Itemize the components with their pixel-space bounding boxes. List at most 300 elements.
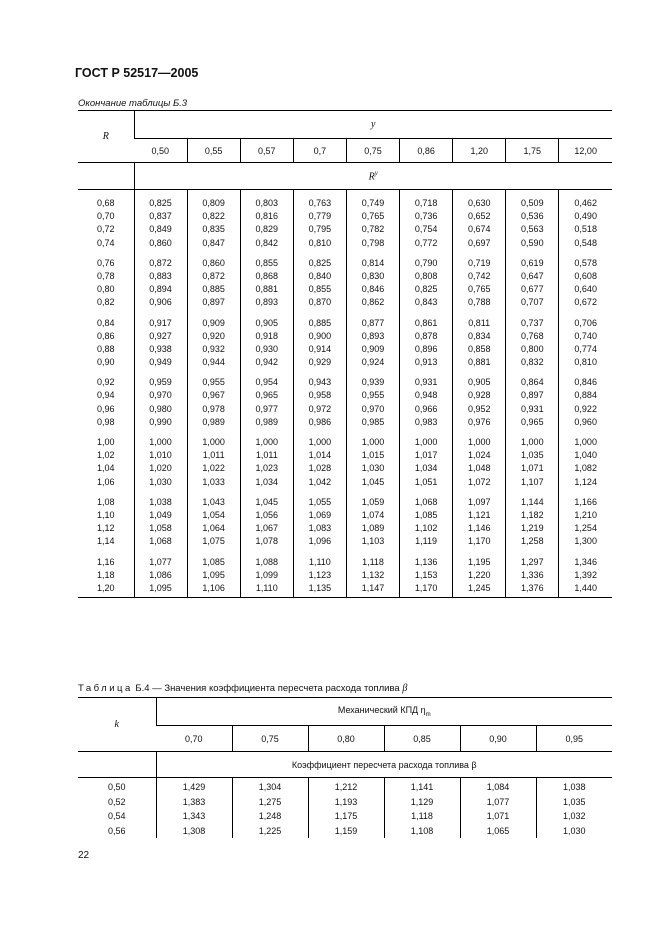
table-cell: 0,862 bbox=[361, 297, 385, 308]
table-cell: 0,768 bbox=[521, 330, 544, 341]
row-label: 0,68 bbox=[96, 198, 115, 208]
row-label: 0,74 bbox=[96, 237, 115, 248]
table-cell: 1,245 bbox=[467, 582, 491, 593]
row-label: 0,78 bbox=[96, 270, 115, 281]
table-cell: 1,034 bbox=[255, 476, 279, 487]
table-cell: 1,119 bbox=[415, 536, 438, 547]
table-cell: 0,630 bbox=[467, 198, 491, 208]
table-cell: 1,182 bbox=[521, 509, 544, 520]
table-cell: 0,967 bbox=[202, 390, 225, 401]
table-cell: 0,868 bbox=[255, 270, 279, 281]
table-cell: 0,990 bbox=[149, 416, 172, 427]
table-cell: 1,212 bbox=[334, 782, 358, 792]
table-cell: 1,210 bbox=[574, 509, 597, 520]
table-cell: 1,096 bbox=[308, 536, 332, 547]
table-cell: 1,124 bbox=[574, 476, 597, 487]
table-cell: 0,884 bbox=[574, 390, 597, 401]
table2-col-header: 0,85 bbox=[384, 726, 460, 752]
row-label: 1,00 bbox=[96, 437, 115, 447]
table-cell: 1,147 bbox=[361, 582, 385, 593]
table-cell: 0,816 bbox=[255, 211, 279, 222]
table-cell: 0,825 bbox=[414, 284, 438, 295]
table-cell: 1,170 bbox=[467, 536, 491, 547]
table-cell: 0,976 bbox=[467, 416, 491, 427]
table-cell: 0,905 bbox=[255, 317, 279, 328]
table-cell: 0,822 bbox=[202, 211, 225, 222]
table-cell: 1,014 bbox=[308, 450, 332, 461]
table-cell: 1,193 bbox=[334, 796, 358, 807]
table-cell: 0,706 bbox=[574, 317, 597, 328]
table-cell: 1,084 bbox=[486, 782, 510, 792]
table-cell: 1,000 bbox=[149, 437, 172, 447]
table1-col-header: 1,75 bbox=[506, 139, 559, 163]
table-cell: 0,943 bbox=[308, 377, 332, 388]
table-cell: 0,905 bbox=[467, 377, 491, 388]
table-cell: 0,955 bbox=[361, 390, 385, 401]
table-cell: 0,966 bbox=[414, 403, 438, 414]
table-cell: 0,970 bbox=[149, 390, 172, 401]
row-label: 1,10 bbox=[96, 509, 115, 520]
row-label: 0,82 bbox=[96, 297, 115, 308]
table-cell: 1,195 bbox=[467, 556, 491, 567]
row-label: 1,16 bbox=[96, 556, 115, 567]
table-cell: 1,030 bbox=[149, 476, 172, 487]
row-label: 1,02 bbox=[96, 450, 115, 461]
table-cell: 1,069 bbox=[308, 509, 332, 520]
table-cell: 0,913 bbox=[414, 357, 438, 368]
table-row-group bbox=[78, 257, 612, 310]
table-cell: 1,095 bbox=[149, 582, 172, 593]
table-cell: 0,909 bbox=[202, 317, 225, 328]
row-label: 0,54 bbox=[107, 811, 126, 821]
table-cell: 0,718 bbox=[414, 198, 438, 208]
table2-row-header: k bbox=[78, 698, 156, 752]
table-cell: 1,030 bbox=[361, 463, 385, 474]
table-cell: 1,110 bbox=[255, 582, 278, 593]
table-cell: 0,803 bbox=[255, 198, 279, 208]
table-cell: 0,855 bbox=[255, 257, 279, 268]
table-cell: 0,972 bbox=[308, 403, 332, 414]
table-cell: 0,932 bbox=[202, 343, 225, 354]
table-cell: 0,860 bbox=[202, 257, 225, 268]
table-cell: 1,017 bbox=[414, 450, 438, 461]
table-cell: 0,832 bbox=[521, 357, 544, 368]
table-cell: 1,297 bbox=[521, 556, 544, 567]
table-cell: 0,920 bbox=[202, 330, 225, 341]
table-cell: 1,136 bbox=[414, 556, 438, 567]
table-cell: 0,846 bbox=[361, 284, 385, 295]
table-cell: 1,219 bbox=[521, 523, 544, 534]
table-cell: 1,000 bbox=[521, 437, 544, 447]
table-cell: 0,885 bbox=[202, 284, 225, 295]
row-label: 0,92 bbox=[96, 377, 115, 388]
table-cell: 1,440 bbox=[574, 582, 597, 593]
table-cell: 0,763 bbox=[308, 198, 332, 208]
table-row-group bbox=[78, 317, 612, 370]
table-cell: 0,847 bbox=[202, 237, 225, 248]
table-cell: 1,038 bbox=[149, 496, 172, 507]
table-cell: 0,707 bbox=[521, 297, 544, 308]
table-cell: 1,089 bbox=[361, 523, 385, 534]
table-cell: 1,300 bbox=[574, 536, 597, 547]
table-cell: 1,045 bbox=[255, 496, 279, 507]
table-cell: 0,834 bbox=[467, 330, 491, 341]
table2-subheader: Коэффициент пересчета расхода топлива β bbox=[156, 752, 612, 778]
row-label: 0,50 bbox=[107, 782, 126, 792]
table-cell: 1,085 bbox=[414, 509, 438, 520]
table-cell: 1,051 bbox=[414, 476, 438, 487]
table-cell: 0,518 bbox=[574, 224, 597, 235]
table1-col-group-header: y bbox=[134, 111, 612, 139]
table-cell: 0,742 bbox=[467, 270, 491, 281]
table-cell: 1,129 bbox=[410, 796, 434, 807]
table-cell: 0,881 bbox=[255, 284, 279, 295]
table-cell: 1,132 bbox=[361, 569, 385, 580]
row-label: 1,06 bbox=[96, 476, 115, 487]
table-cell: 0,860 bbox=[149, 237, 172, 248]
table-cell: 1,095 bbox=[202, 569, 225, 580]
table-cell: 0,986 bbox=[308, 416, 332, 427]
table-cell: 0,811 bbox=[468, 317, 491, 328]
table-cell: 0,938 bbox=[149, 343, 172, 354]
table-cell: 1,308 bbox=[182, 825, 206, 836]
table-cell: 0,983 bbox=[414, 416, 438, 427]
table-cell: 0,835 bbox=[202, 224, 225, 235]
table-cell: 1,144 bbox=[521, 496, 544, 507]
table-cell: 0,825 bbox=[308, 257, 332, 268]
table-cell: 0,922 bbox=[574, 403, 597, 414]
table-cell: 1,343 bbox=[182, 811, 206, 821]
table-cell: 0,737 bbox=[521, 317, 544, 328]
row-label: 0,98 bbox=[96, 416, 115, 427]
table-cell: 0,965 bbox=[255, 390, 279, 401]
table-cell: 1,123 bbox=[308, 569, 332, 580]
table-cell: 1,043 bbox=[202, 496, 225, 507]
table-cell: 0,462 bbox=[574, 198, 597, 208]
table-cell: 0,736 bbox=[414, 211, 438, 222]
table-cell: 0,894 bbox=[149, 284, 172, 295]
table-cell: 1,102 bbox=[414, 523, 438, 534]
table-cell: 1,258 bbox=[521, 536, 544, 547]
table-cell: 0,861 bbox=[414, 317, 438, 328]
table-cell: 0,765 bbox=[467, 284, 491, 295]
table-cell: 1,254 bbox=[574, 523, 597, 534]
table-cell: 0,989 bbox=[202, 416, 225, 427]
table-cell: 0,490 bbox=[574, 211, 597, 222]
table-cell: 0,619 bbox=[521, 257, 544, 268]
table-cell: 1,000 bbox=[361, 437, 385, 447]
table-cell: 0,939 bbox=[361, 377, 385, 388]
table-cell: 1,000 bbox=[308, 437, 332, 447]
table1-col-header: 0,75 bbox=[346, 139, 399, 163]
table-cell: 1,082 bbox=[574, 463, 597, 474]
row-label: 1,04 bbox=[96, 463, 115, 474]
table-cell: 1,141 bbox=[410, 782, 434, 792]
table-cell: 0,814 bbox=[361, 257, 385, 268]
table-cell: 1,088 bbox=[255, 556, 279, 567]
table-cell: 0,640 bbox=[574, 284, 597, 295]
table-cell: 1,106 bbox=[202, 582, 225, 593]
table1 bbox=[78, 110, 612, 598]
table-cell: 0,870 bbox=[308, 297, 332, 308]
table-cell: 0,672 bbox=[574, 297, 597, 308]
table-cell: 0,942 bbox=[255, 357, 279, 368]
table-cell: 1,035 bbox=[521, 450, 544, 461]
table-cell: 1,118 bbox=[362, 556, 384, 567]
document-header: ГОСТ Р 52517—2005 bbox=[75, 66, 199, 80]
table-cell: 1,049 bbox=[149, 509, 172, 520]
table-cell: 0,749 bbox=[361, 198, 385, 208]
table-cell: 0,740 bbox=[574, 330, 597, 341]
table-cell: 0,980 bbox=[149, 403, 172, 414]
row-label: 0,96 bbox=[96, 403, 115, 414]
row-label: 0,90 bbox=[96, 357, 115, 368]
table-cell: 0,677 bbox=[521, 284, 544, 295]
table-cell: 0,772 bbox=[414, 237, 438, 248]
table-cell: 0,843 bbox=[414, 297, 438, 308]
table-cell: 0,896 bbox=[414, 343, 438, 354]
table-cell: 0,914 bbox=[308, 343, 332, 354]
table-cell: 1,085 bbox=[202, 556, 225, 567]
table1-col-header: 12,00 bbox=[559, 139, 612, 163]
table-cell: 1,220 bbox=[467, 569, 491, 580]
table-cell: 0,948 bbox=[414, 390, 438, 401]
table-cell: 0,849 bbox=[149, 224, 172, 235]
row-label: 0,88 bbox=[96, 343, 115, 354]
table-cell: 0,917 bbox=[149, 317, 172, 328]
table-cell: 1,058 bbox=[149, 523, 172, 534]
table-cell: 0,978 bbox=[202, 403, 225, 414]
table1-col-header: 0,57 bbox=[240, 139, 293, 163]
table-cell: 1,103 bbox=[361, 536, 385, 547]
page-number: 22 bbox=[78, 850, 90, 861]
table-cell: 1,146 bbox=[467, 523, 491, 534]
row-label: 0,70 bbox=[96, 211, 115, 222]
table-cell: 0,878 bbox=[414, 330, 438, 341]
table-cell: 0,985 bbox=[361, 416, 385, 427]
table-cell: 0,864 bbox=[521, 377, 544, 388]
table-cell: 0,881 bbox=[467, 357, 491, 368]
table-cell: 1,000 bbox=[414, 437, 438, 447]
table2-col-header: 0,95 bbox=[536, 726, 612, 752]
table-cell: 1,083 bbox=[308, 523, 332, 534]
table-cell: 1,042 bbox=[308, 476, 332, 487]
table-cell: 0,909 bbox=[361, 343, 385, 354]
table2-col-header: 0,70 bbox=[156, 726, 232, 752]
table-cell: 0,837 bbox=[149, 211, 172, 222]
table-row-group bbox=[78, 556, 612, 596]
table-cell: 0,872 bbox=[149, 257, 172, 268]
table-cell: 0,798 bbox=[361, 237, 385, 248]
table-cell: 0,830 bbox=[361, 270, 385, 281]
table1-col-header: 1,20 bbox=[453, 139, 506, 163]
table-cell: 1,175 bbox=[334, 811, 358, 821]
table-cell: 1,078 bbox=[255, 536, 279, 547]
table-cell: 0,563 bbox=[521, 224, 544, 235]
table-cell: 1,011 bbox=[255, 450, 278, 461]
table-cell: 0,949 bbox=[149, 357, 172, 368]
table-cell: 0,779 bbox=[308, 211, 332, 222]
table-cell: 0,872 bbox=[202, 270, 225, 281]
table-cell: 1,023 bbox=[255, 463, 279, 474]
table-cell: 0,893 bbox=[361, 330, 385, 341]
table-cell: 0,774 bbox=[574, 343, 597, 354]
table-cell: 1,346 bbox=[574, 556, 597, 567]
table-cell: 0,810 bbox=[308, 237, 332, 248]
table-cell: 1,000 bbox=[202, 437, 225, 447]
table-cell: 1,011 bbox=[202, 450, 225, 461]
table-cell: 0,697 bbox=[467, 237, 491, 248]
table-cell: 1,304 bbox=[258, 782, 282, 792]
table-cell: 1,055 bbox=[308, 496, 332, 507]
table-cell: 0,931 bbox=[414, 377, 438, 388]
table-cell: 0,893 bbox=[255, 297, 279, 308]
table-cell: 0,931 bbox=[521, 403, 544, 414]
table-cell: 0,965 bbox=[521, 416, 544, 427]
table-cell: 1,159 bbox=[334, 825, 358, 836]
table-cell: 1,000 bbox=[467, 437, 491, 447]
table-cell: 0,955 bbox=[202, 377, 225, 388]
table-cell: 0,674 bbox=[467, 224, 491, 235]
table-cell: 1,033 bbox=[202, 476, 225, 487]
table-cell: 0,509 bbox=[521, 198, 544, 208]
table-cell: 0,578 bbox=[574, 257, 597, 268]
table1-row-header: R bbox=[78, 111, 134, 163]
table-cell: 1,034 bbox=[414, 463, 438, 474]
table2-col-header: 0,90 bbox=[460, 726, 536, 752]
table-cell: 0,719 bbox=[467, 257, 491, 268]
table-cell: 0,846 bbox=[574, 377, 597, 388]
table-cell: 0,790 bbox=[414, 257, 438, 268]
row-label: 0,52 bbox=[107, 796, 126, 807]
table-row-group bbox=[78, 778, 612, 839]
table-cell: 0,952 bbox=[467, 403, 491, 414]
table-cell: 1,059 bbox=[361, 496, 385, 507]
table-cell: 1,000 bbox=[255, 437, 279, 447]
table-cell: 0,810 bbox=[574, 357, 597, 368]
table-cell: 1,248 bbox=[258, 811, 282, 821]
table-cell: 1,010 bbox=[149, 450, 172, 461]
table1-caption: Окончание таблицы Б.3 bbox=[78, 98, 188, 109]
table1-col-header: 0,55 bbox=[187, 139, 240, 163]
table-cell: 1,153 bbox=[414, 569, 438, 580]
table-cell: 1,121 bbox=[467, 509, 491, 520]
table-cell: 0,897 bbox=[521, 390, 544, 401]
table-cell: 1,225 bbox=[258, 825, 282, 836]
table-cell: 1,376 bbox=[521, 582, 544, 593]
row-label: 0,94 bbox=[96, 390, 115, 401]
table-cell: 1,086 bbox=[149, 569, 172, 580]
table-cell: 0,877 bbox=[361, 317, 385, 328]
table-cell: 1,107 bbox=[521, 476, 544, 487]
table-cell: 0,927 bbox=[149, 330, 172, 341]
table2-col-header: 0,80 bbox=[308, 726, 384, 752]
table-cell: 0,652 bbox=[467, 211, 491, 222]
row-label: 1,08 bbox=[96, 496, 115, 507]
table-cell: 1,275 bbox=[258, 796, 282, 807]
row-label: 0,72 bbox=[96, 224, 115, 235]
table-cell: 1,110 bbox=[308, 556, 331, 567]
table-cell: 1,071 bbox=[521, 463, 544, 474]
table-cell: 1,075 bbox=[202, 536, 225, 547]
table2 bbox=[78, 697, 612, 838]
row-label: 1,20 bbox=[96, 582, 115, 593]
table-cell: 1,068 bbox=[149, 536, 172, 547]
table-cell: 1,038 bbox=[562, 782, 586, 792]
table-cell: 1,166 bbox=[574, 496, 597, 507]
table-cell: 1,045 bbox=[361, 476, 385, 487]
table-cell: 0,960 bbox=[574, 416, 597, 427]
table1-col-header: 0,7 bbox=[293, 139, 346, 163]
table-cell: 0,858 bbox=[467, 343, 491, 354]
table-cell: 0,918 bbox=[255, 330, 279, 341]
table-cell: 1,030 bbox=[562, 825, 586, 836]
row-label: 0,56 bbox=[107, 825, 126, 836]
table-cell: 1,099 bbox=[255, 569, 279, 580]
table-cell: 1,108 bbox=[410, 825, 434, 836]
table-cell: 0,977 bbox=[255, 403, 279, 414]
table-row-group bbox=[78, 376, 612, 429]
table-row-group bbox=[78, 496, 612, 549]
table-cell: 0,548 bbox=[574, 237, 597, 248]
table-cell: 1,022 bbox=[202, 463, 225, 474]
table1-col-header: 0,50 bbox=[134, 139, 187, 163]
table-cell: 0,924 bbox=[361, 357, 385, 368]
table-cell: 1,056 bbox=[255, 509, 279, 520]
row-label: 1,14 bbox=[96, 536, 115, 547]
table-cell: 0,883 bbox=[149, 270, 172, 281]
table-cell: 1,118 bbox=[411, 811, 433, 821]
table-cell: 1,067 bbox=[255, 523, 279, 534]
table-cell: 1,064 bbox=[202, 523, 225, 534]
row-label: 0,84 bbox=[96, 317, 115, 328]
table-cell: 0,897 bbox=[202, 297, 225, 308]
table-cell: 1,072 bbox=[467, 476, 491, 487]
table-cell: 0,536 bbox=[521, 211, 544, 222]
table-cell: 0,754 bbox=[414, 224, 438, 235]
table-cell: 1,000 bbox=[574, 437, 597, 447]
table-cell: 0,800 bbox=[521, 343, 544, 354]
table1-subheader: $R^y$ bbox=[134, 163, 612, 190]
table-cell: 0,809 bbox=[202, 198, 225, 208]
table-cell: 0,970 bbox=[361, 403, 385, 414]
table-cell: 1,074 bbox=[361, 509, 385, 520]
table-cell: 0,958 bbox=[308, 390, 332, 401]
table-cell: 0,989 bbox=[255, 416, 279, 427]
table1-col-header: 0,86 bbox=[400, 139, 453, 163]
table-cell: 1,170 bbox=[414, 582, 438, 593]
table-cell: 1,383 bbox=[182, 796, 206, 807]
table-cell: 1,024 bbox=[467, 450, 491, 461]
table-cell: 0,840 bbox=[308, 270, 332, 281]
table-cell: 0,829 bbox=[255, 224, 279, 235]
table-cell: 1,020 bbox=[149, 463, 172, 474]
table-cell: 1,035 bbox=[562, 796, 586, 807]
table-cell: 1,429 bbox=[182, 782, 206, 792]
table-cell: 1,077 bbox=[486, 796, 510, 807]
table-cell: 0,928 bbox=[467, 390, 491, 401]
table2-col-header: 0,75 bbox=[232, 726, 308, 752]
table-cell: 1,336 bbox=[521, 569, 544, 580]
table-cell: 1,068 bbox=[414, 496, 438, 507]
table-cell: 0,795 bbox=[308, 224, 332, 235]
table-row-group bbox=[78, 197, 612, 250]
row-label: 0,80 bbox=[96, 284, 115, 295]
table-cell: 0,782 bbox=[361, 224, 385, 235]
table-cell: 1,048 bbox=[467, 463, 491, 474]
table2-caption: Таблица Б.4 — Значения коэффициента пересчета расхода топлива β bbox=[78, 683, 408, 694]
table-cell: 1,097 bbox=[467, 496, 491, 507]
